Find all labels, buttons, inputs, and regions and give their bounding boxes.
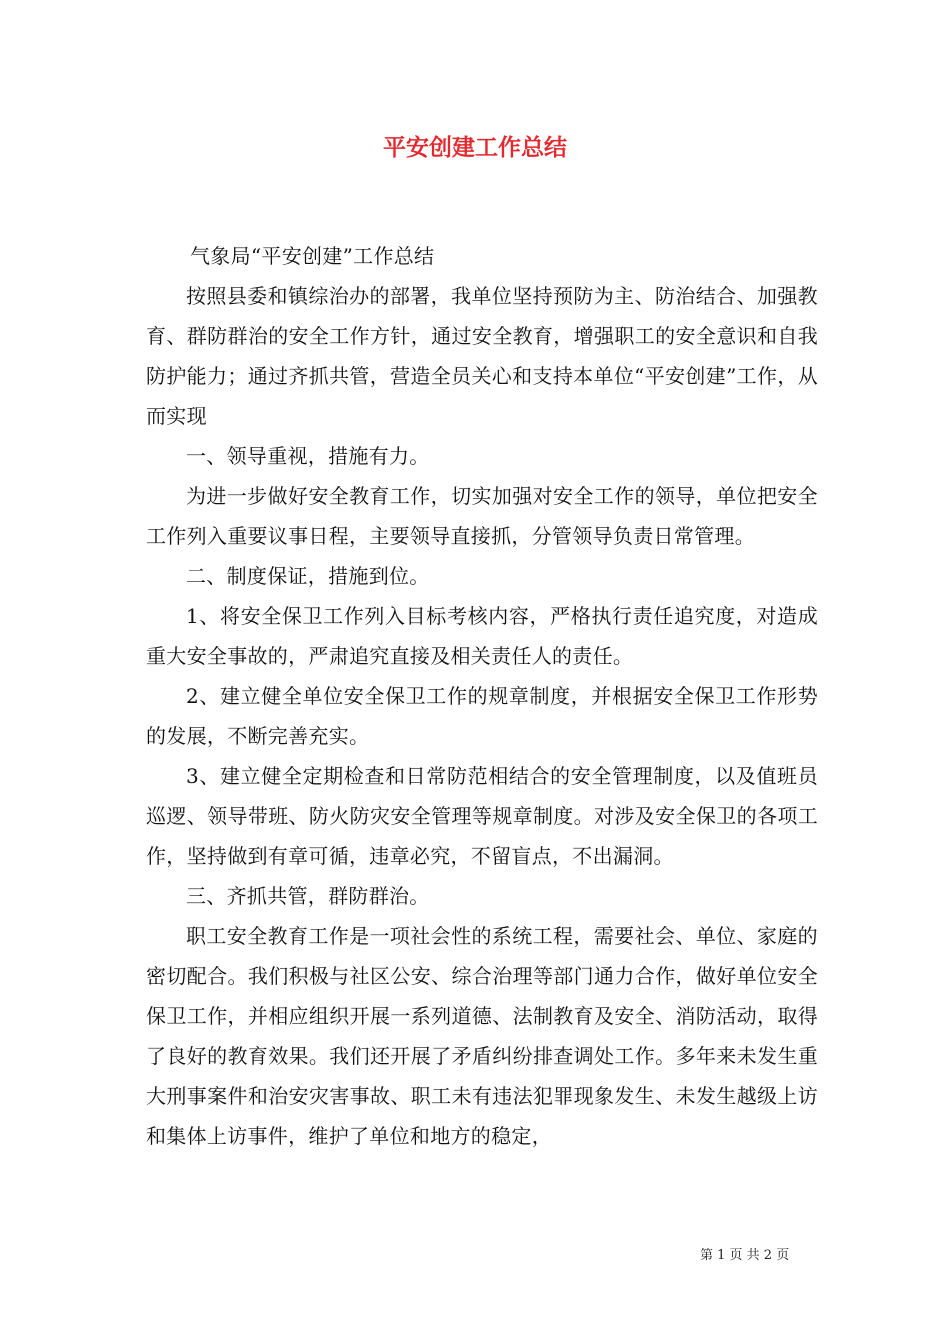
section-2-item-1: 1、将安全保卫工作列入目标考核内容，严格执行责任追究度，对造成重大安全事故的，严肃追究直接及相关责任人的责任。 [146, 604, 818, 668]
section-2-item-2: 2、建立健全单位安全保卫工作的规章制度，并根据安全保卫工作形势的发展，不断完善充实。 [146, 684, 818, 748]
section-heading-1: 一、领导重视，措施有力。 [186, 444, 430, 468]
subtitle-paragraph: 气象局“平安创建”工作总结 [190, 244, 435, 268]
section-2-item-3: 3、建立健全定期检查和日常防范相结合的安全管理制度，以及值班员巡逻、领导带班、防火防灾安全管理等规章制度。对涉及安全保卫的各项工作，坚持做到有章可循，违章必究，不留盲点，不出漏洞。 [146, 764, 818, 868]
section-1-paragraph: 为进一步做好安全教育工作，切实加强对安全工作的领导，单位把安全工作列入重要议事日程，主要领导直接抓，分管领导负责日常管理。 [146, 484, 818, 548]
page-number: 第 1 页 共 2 页 [700, 1248, 790, 1263]
section-heading-3: 三、齐抓共管，群防群治。 [186, 884, 430, 908]
section-3-paragraph: 职工安全教育工作是一项社会性的系统工程，需要社会、单位、家庭的密切配合。我们积极与社区公安、综合治理等部门通力合作，做好单位安全保卫工作，并相应组织开展一系列道德、法制教育及安全、消防活动，取得了良好的教育效果。我们还开展了矛盾纠纷排查调处工作。多年来未发生重大刑事案件和治安灾害事故、职工未有违法犯罪现象发生、未发生越级上访和集体上访事件，维护了单位和地方的稳定， [146, 924, 818, 1148]
document-title: 平安创建工作总结 [383, 135, 567, 161]
section-heading-2: 二、制度保证，措施到位。 [186, 564, 430, 588]
intro-paragraph: 按照县委和镇综治办的部署，我单位坚持预防为主、防治结合、加强教育、群防群治的安全工作方针，通过安全教育，增强职工的安全意识和自我防护能力；通过齐抓共管，营造全员关心和支持本单位“平安创建”工作，从而实现 [146, 284, 818, 428]
document-body [146, 236, 818, 1156]
